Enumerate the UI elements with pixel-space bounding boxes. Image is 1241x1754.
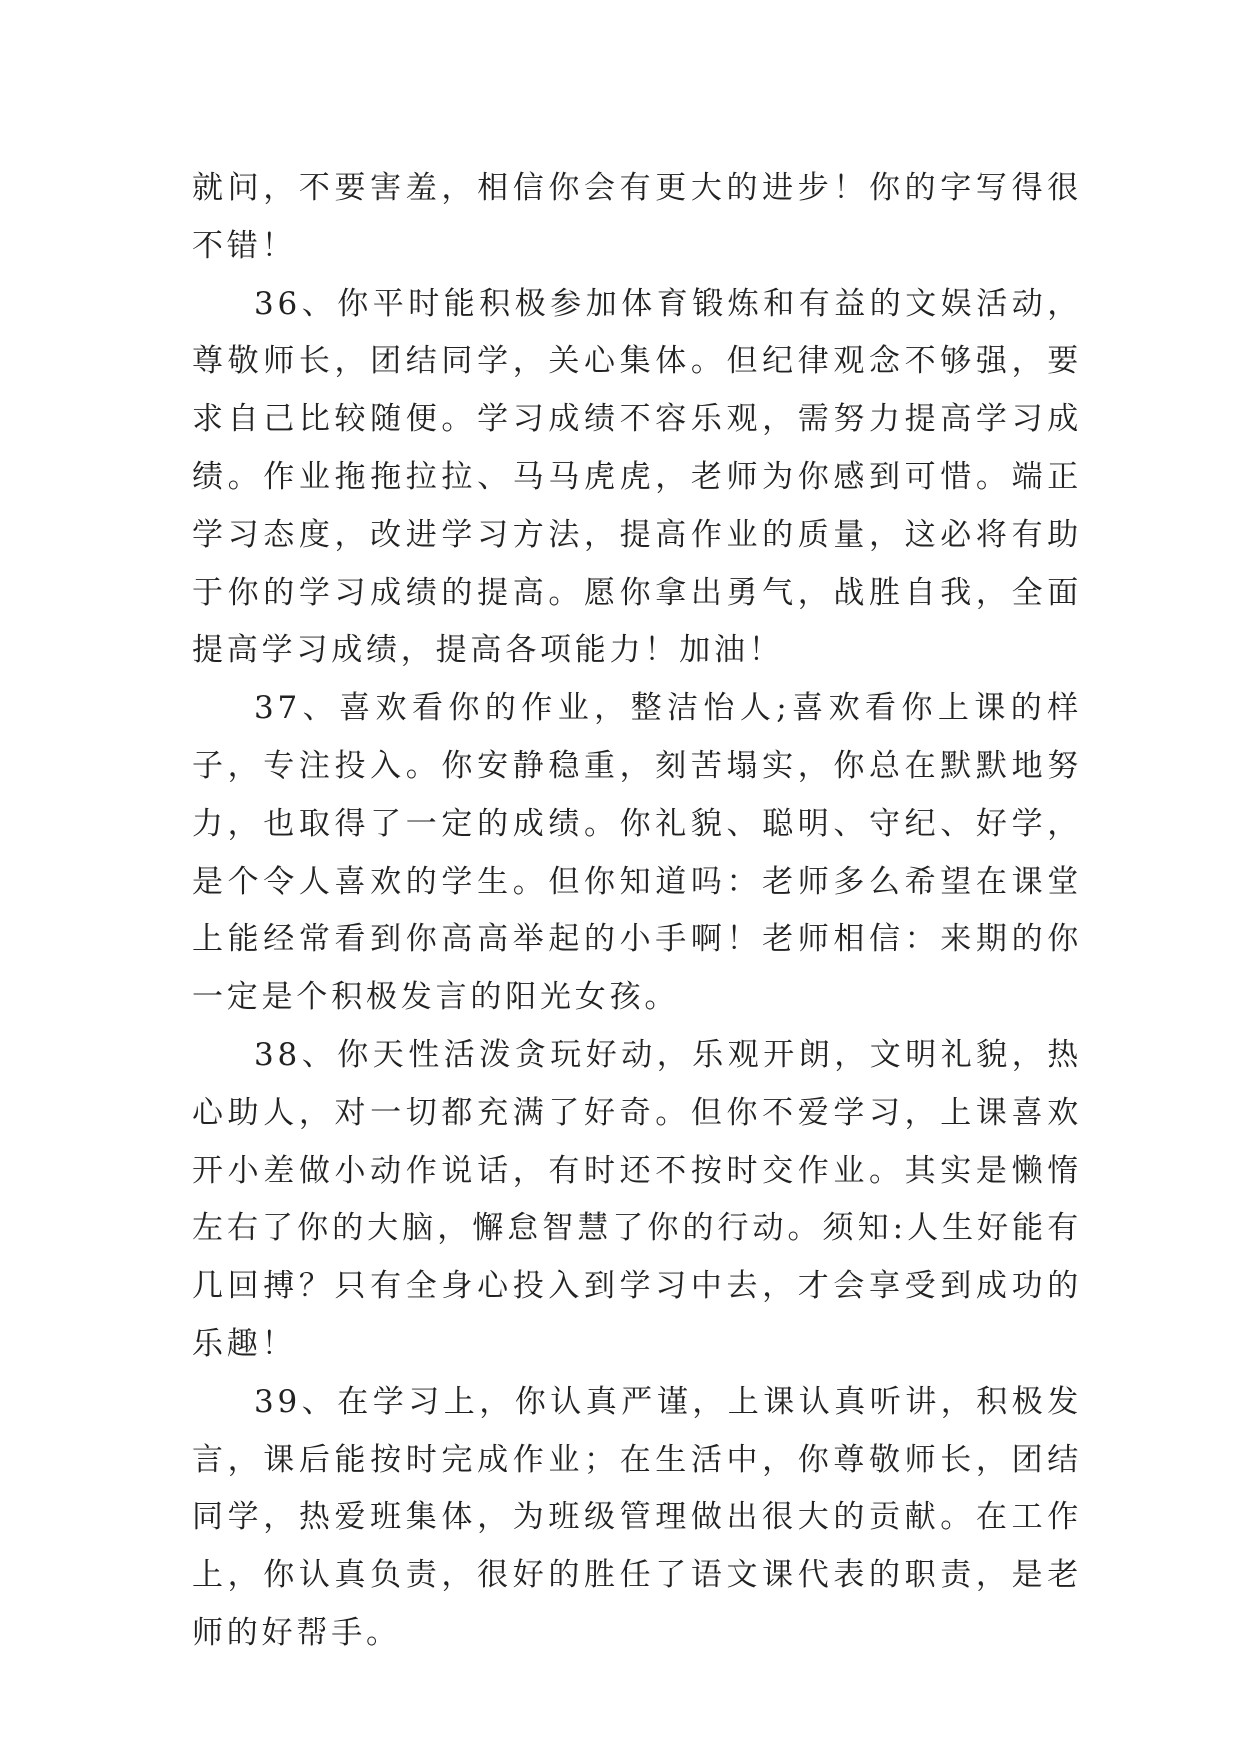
paragraph-38: 38、你天性活泼贪玩好动，乐观开朗，文明礼貌，热心助人，对一切都充满了好奇。但你不爱学习，上课喜欢开小差做小动作说话，有时还不按时交作业。其实是懒惰左右了你的大脑，懈怠智慧了你的行动。须知:人生好能有几回搏？只有全身心投入到学习中去，才会享受到成功的乐趣！ [192, 1036, 1082, 1362]
paragraph-37: 37、喜欢看你的作业，整洁怡人;喜欢看你上课的样子，专注投入。你安静稳重，刻苦塌实，你总在默默地努力，也取得了一定的成绩。你礼貌、聪明、守纪、好学，是个令人喜欢的学生。但你知道吗：老师多么希望在课堂上能经常看到你高高举起的小手啊！老师相信：来期的你一定是个积极发言的阳光女孩。 [192, 690, 1082, 1016]
paragraph-continuation: 就问，不要害羞，相信你会有更大的进步！你的字写得很不错！ [192, 170, 1082, 264]
paragraph-36: 36、你平时能积极参加体育锻炼和有益的文娱活动，尊敬师长，团结同学，关心集体。但纪律观念不够强，要求自己比较随便。学习成绩不容乐观，需努力提高学习成绩。作业拖拖拉拉、马马虎虎，老师为你感到可惜。端正学习态度，改进学习方法，提高作业的质量，这必将有助于你的学习成绩的提高。愿你拿出勇气，战胜自我，全面提高学习成绩，提高各项能力！加油！ [192, 285, 1082, 669]
paragraph-39: 39、在学习上，你认真严谨，上课认真听讲，积极发言，课后能按时完成作业；在生活中，你尊敬师长，团结同学，热爱班集体，为班级管理做出很大的贡献。在工作上，你认真负责，很好的胜任了语文课代表的职责，是老师的好帮手。 [192, 1383, 1082, 1651]
document-body [192, 160, 1082, 1663]
